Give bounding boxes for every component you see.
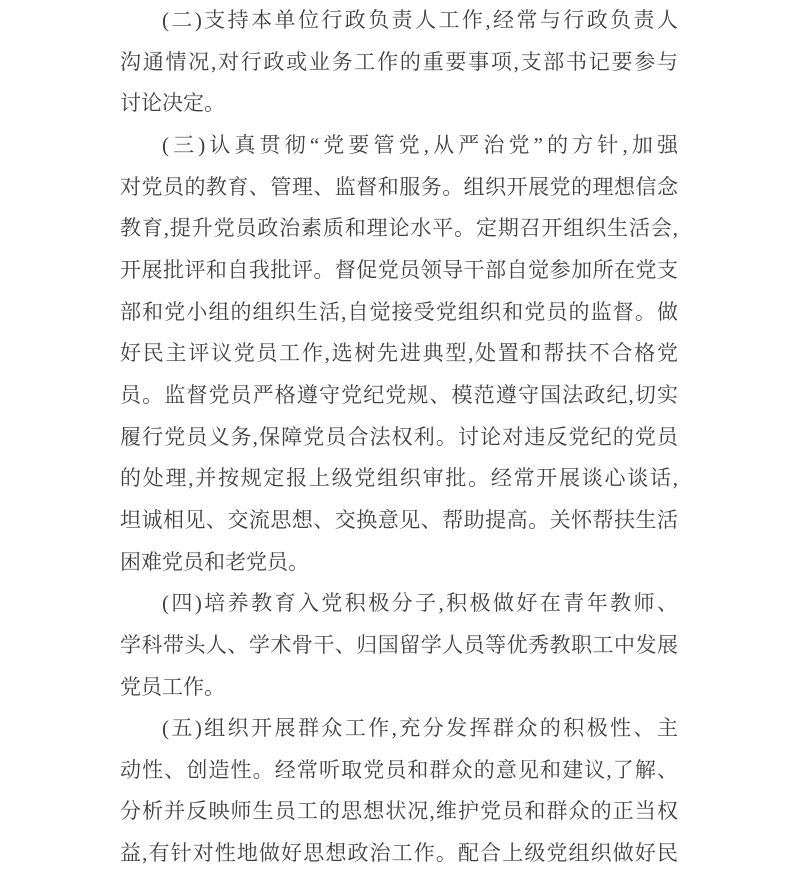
paragraph-item-5 bbox=[120, 708, 678, 875]
text-line: 动性、创造性。经常听取党员和群众的意见和建议,了解、 bbox=[120, 757, 678, 782]
text-line: 沟通情况,对行政或业务工作的重要事项,支部书记要参与 bbox=[120, 49, 678, 74]
document-page bbox=[120, 0, 678, 875]
text-line: 的处理,并按规定报上级党组织审批。经常开展谈心谈话, bbox=[120, 466, 678, 491]
text-line: 履行党员义务,保障党员合法权利。讨论对违反党纪的党员 bbox=[120, 424, 678, 449]
text-line: 分析并反映师生员工的思想状况,维护党员和群众的正当权 bbox=[120, 799, 678, 824]
text-line: 好民主评议党员工作,选树先进典型,处置和帮扶不合格党 bbox=[120, 341, 678, 366]
text-line: 开展批评和自我批评。督促党员领导干部自觉参加所在党支 bbox=[120, 257, 678, 282]
text-line: 坦诚相见、交流思想、交换意见、帮助提高。关怀帮扶生活 bbox=[120, 507, 678, 532]
text-line: (五)组织开展群众工作,充分发挥群众的积极性、主 bbox=[162, 716, 678, 741]
text-line: (四)培养教育入党积极分子,积极做好在青年教师、 bbox=[162, 591, 678, 616]
text-line: 讨论决定。 bbox=[120, 91, 225, 116]
text-line: 党员工作。 bbox=[120, 674, 225, 699]
paragraph-item-2 bbox=[120, 0, 678, 125]
text-line: (三)认真贯彻“党要管党,从严治党”的方针,加强 bbox=[162, 132, 678, 157]
text-line: (二)支持本单位行政负责人工作,经常与行政负责人 bbox=[162, 8, 678, 32]
text-line: 部和党小组的组织生活,自觉接受党组织和党员的监督。做 bbox=[120, 299, 678, 324]
text-line: 对党员的教育、管理、监督和服务。组织开展党的理想信念 bbox=[120, 174, 678, 199]
text-line: 员。监督党员严格遵守党纪党规、模范遵守国法政纪,切实 bbox=[120, 382, 678, 407]
text-line: 益,有针对性地做好思想政治工作。配合上级党组织做好民 bbox=[120, 841, 678, 866]
text-line: 困难党员和老党员。 bbox=[120, 549, 309, 574]
text-line: 教育,提升党员政治素质和理论水平。定期召开组织生活会, bbox=[120, 216, 678, 241]
paragraph-item-4 bbox=[120, 583, 678, 708]
paragraph-item-3 bbox=[120, 125, 678, 583]
text-line: 学科带头人、学术骨干、归国留学人员等优秀教职工中发展 bbox=[120, 632, 678, 657]
